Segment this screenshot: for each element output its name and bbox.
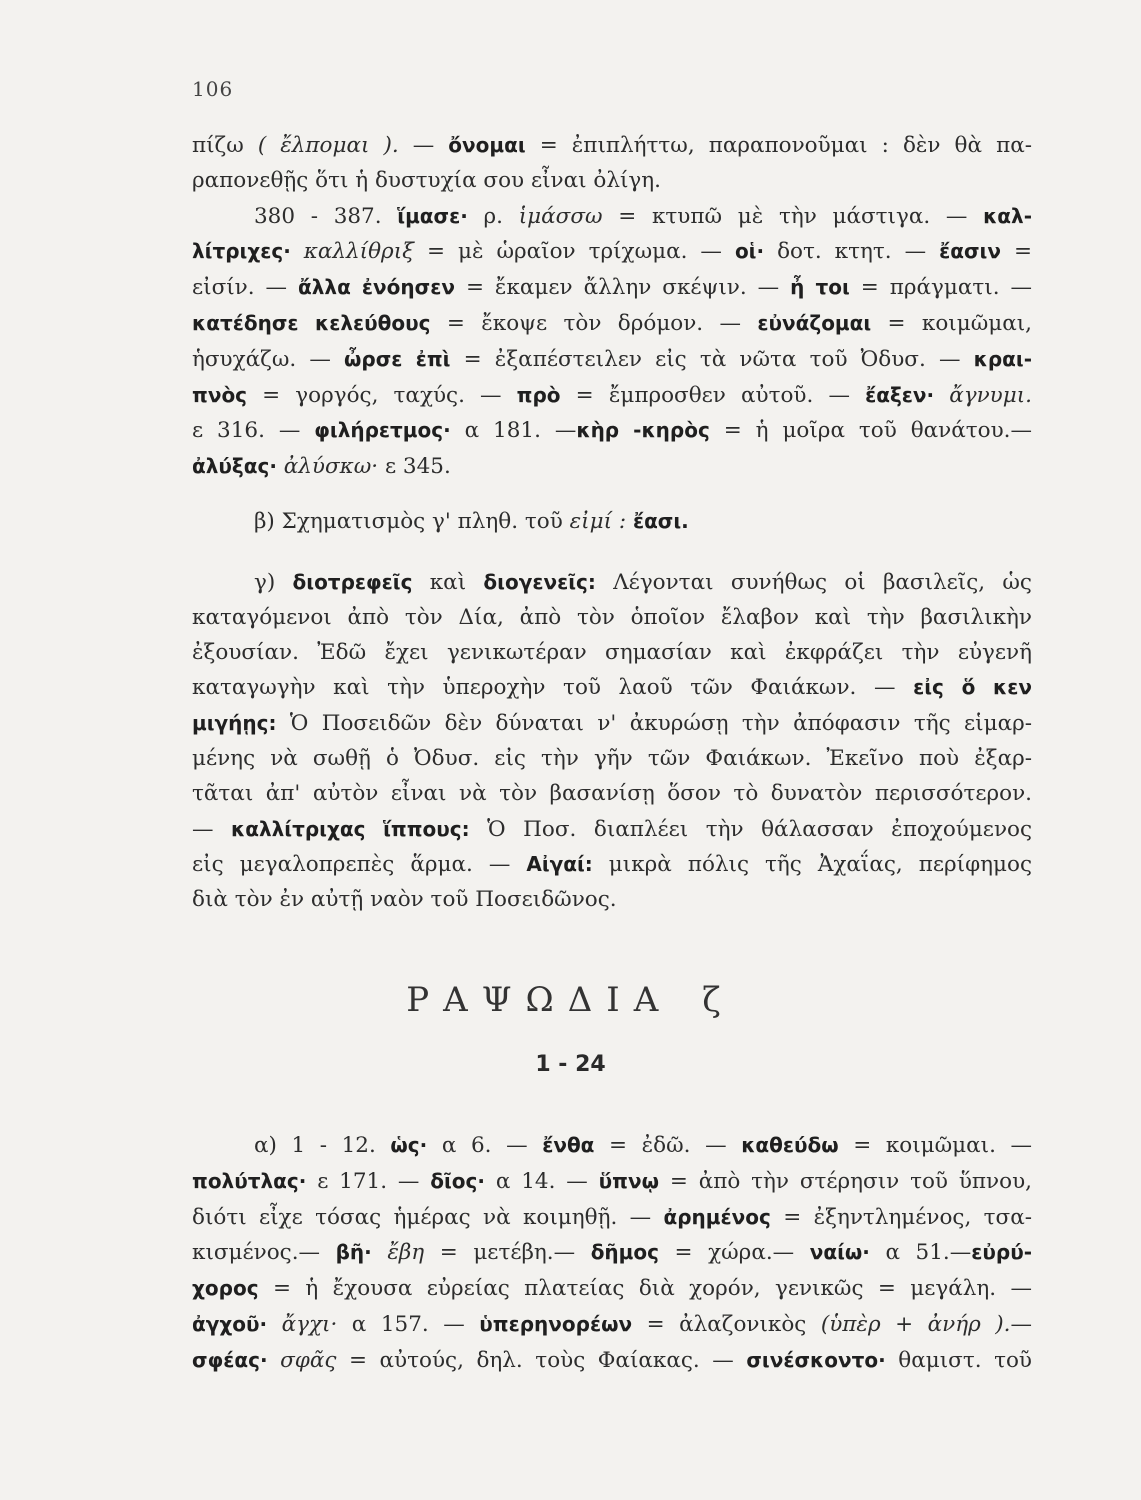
rhapsody-heading <box>0 980 1141 1020</box>
text-line: ε 316. — φιλήρετμος· α 181. —κὴρ -κηρὸς = ἡ μοῖρα τοῦ θανάτου.— <box>192 418 1032 444</box>
text-line: εἰσίν. — ἄλλα ἐνόησεν = ἔκαμεν ἄλλην σκέψιν. — ἦ τοι = πράγματι. — <box>192 275 1033 301</box>
text-line: γ) διοτρεφεῖς καὶ διογενεῖς: Λέγονται συνήθως οἱ βασιλεῖς, ὡς <box>254 570 1032 595</box>
text-line: λίτριχες· καλλίθριξ = μὲ ὡραῖον τρίχωμα. — οἱ· δοτ. κτητ. — ἔασιν = <box>192 239 1032 265</box>
text-line: ἐξουσίαν. Ἐδῶ ἔχει γενικωτέραν σημασίαν καὶ ἐκφράζει τὴν εὐγενῆ <box>192 639 1032 665</box>
text-line: εἰς μεγαλοπρεπὲς ἅρμα. — Αἰγαί: μικρὰ πόλις τῆς Ἀχαΐας, περίφημος <box>192 852 1032 878</box>
text-line: ἀλύξας· ἀλύσκω· ε 345. <box>192 454 451 480</box>
text-line: ἡσυχάζω. — ὦρσε ἐπὶ = ἐξαπέστειλεν εἰς τὰ νῶτα τοῦ Ὀδυσ. — κραι- <box>192 346 1032 372</box>
commentary-block-3 <box>192 565 1032 918</box>
text-line: χορος = ἡ ἔχουσα εὐρείας πλατείας διὰ χορόν, γενικῶς = μεγάλη. — <box>192 1276 1032 1302</box>
text-line: διὰ τὸν ἐν αὐτῇ ναὸν τοῦ Ποσειδῶνος. <box>192 887 617 913</box>
text-line: πολύτλας· ε 171. — δῖος· α 14. — ὕπνῳ = ἀπὸ τὴν στέρησιν τοῦ ὕπνου, <box>192 1168 1032 1194</box>
rhapsody-letter: ζ <box>702 980 735 1020</box>
text-line: ἀγχοῦ· ἄγχι· α 157. — ὑπερηνορέων = ἀλαζονικὸς (ὑπὲρ + ἀνήρ ).— <box>192 1311 1032 1337</box>
text-line: ραπονεθῇς ὅτι ἡ δυστυχία σου εἶναι ὀλίγη. <box>192 167 661 193</box>
text-line: μιγήῃς: Ὁ Ποσειδῶν δὲν δύναται ν' ἀκυρώσῃ τὴν ἀπόφασιν τῆς εἱμαρ- <box>192 711 1032 737</box>
rhapsody-title: ΡΑΨΩΔΙΑ <box>406 980 673 1020</box>
verse-range-heading: 1 - 24 <box>535 1052 606 1077</box>
text-line: τᾶται ἀπ' αὐτὸν εἶναι νὰ τὸν βασανίσῃ ὅσον τὸ δυνατὸν περισσότερον. <box>192 780 1032 806</box>
text-line: πίζω ( ἔλπομαι ). — ὄνομαι = ἐπιπλήττω, παραπονοῦμαι : δὲν θὰ πα- <box>192 133 1032 158</box>
page-number: 106 <box>192 77 234 101</box>
text-line: σφέας· σφᾶς = αὐτούς, δηλ. τοὺς Φαίακας. — σινέσκοντο· θαμιστ. τοῦ <box>192 1347 1033 1373</box>
text-line: κισμένος.— βῆ· ἔβη = μετέβη.— δῆμος = χώρα.— ναίω· α 51.—εὐρύ- <box>192 1240 1032 1266</box>
commentary-block-2 <box>192 504 1032 540</box>
text-line: πνὸς = γοργός, ταχύς. — πρὸ = ἔμπροσθεν αὐτοῦ. — ἔαξεν· ἄγνυμι. <box>192 382 1032 408</box>
commentary-block-1 <box>192 128 1032 485</box>
text-line: — καλλίτριχας ἵππους: Ὁ Ποσ. διαπλέει τὴν θάλασσαν ἐποχούμενος <box>192 816 1033 842</box>
text-line: μένης νὰ σωθῇ ὁ Ὀδυσ. εἰς τὴν γῆν τῶν Φαιάκων. Ἐκεῖνο ποὺ ἐξαρ- <box>192 745 1032 771</box>
text-line: κατέδησε κελεύθους = ἔκοψε τὸν δρόμον. — εὐνάζομαι = κοιμῶμαι, <box>192 310 1032 336</box>
text-line: α) 1 - 12. ὡς· α 6. — ἔνθα = ἐδῶ. — καθεύδω = κοιμῶμαι. — <box>254 1133 1033 1158</box>
text-line: καταγόμενοι ἀπὸ τὸν Δία, ἀπὸ τὸν ὁποῖον ἔλαβον καὶ τὴν βασιλικὴν <box>192 604 1032 630</box>
text-line: β) Σχηματισμὸς γ' πληθ. τοῦ εἰμί : ἔασι. <box>254 509 689 534</box>
text-line: καταγωγὴν καὶ τὴν ὑπεροχὴν τοῦ λαοῦ τῶν Φαιάκων. — εἰς ὅ κεν <box>192 675 1032 701</box>
commentary-block-4 <box>192 1128 1032 1379</box>
text-line: διότι εἶχε τόσας ἡμέρας νὰ κοιμηθῇ. — ἀρημένος = ἐξηντλημένος, τσα- <box>192 1204 1032 1230</box>
text-line: 380 - 387. ἵμασε· ρ. ἱμάσσω = κτυπῶ μὲ τὴν μάστιγα. — καλ- <box>254 203 1032 229</box>
